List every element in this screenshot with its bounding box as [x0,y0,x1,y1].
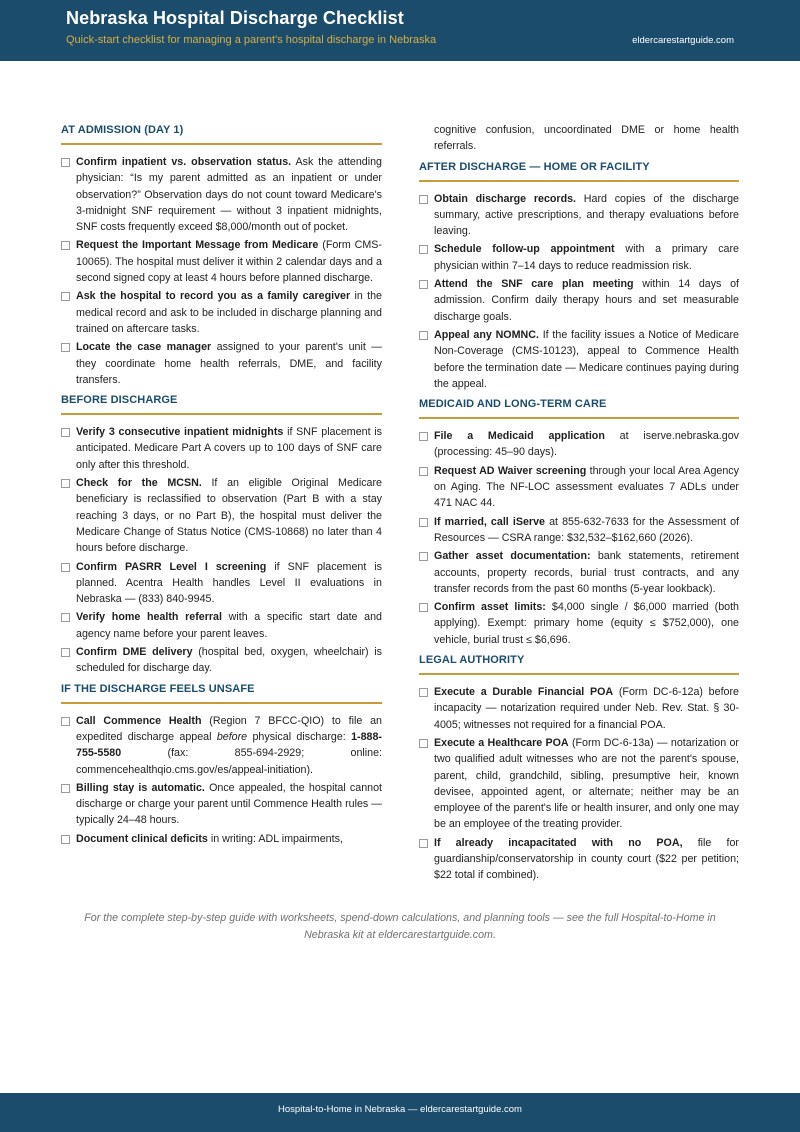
section-after-discharge [419,161,739,393]
page-subtitle: Quick-start checklist for managing a parent's hospital discharge in Nebraska [66,34,437,46]
checklist-item [419,548,739,597]
section-medicaid [419,398,739,648]
checkbox[interactable] [61,613,70,622]
page-footer: Hospital-to-Home in Nebraska — eldercarestartguide.com [0,1093,800,1132]
right-column [419,122,739,890]
section-title: LEGAL AUTHORITY [419,654,739,675]
item-text: (Form DC-6-13a) — notarization or two qualified adult witnesses who are not the parent's spouse, parent, child, grandchild, sibling, presumptive heir, known devisee, appointed agent, or alternate; neither may be an employee of the parent's life or health insurer, and only one may be an employee of the treating provider. [434,736,739,831]
section-discharge-unsafe [61,683,382,847]
checkbox[interactable] [61,784,70,793]
checkbox[interactable] [419,603,428,612]
checklist-item [419,599,739,648]
section-before-discharge [61,394,382,676]
item-text: If an eligible Original Medicare beneficiary is reclassified to observation (Part B with a stay reaching 3 days, or no Part B), the hospital must deliver the Medicare Change of Status Notice (CMS-10868) no later than 4 hours before discharge. [76,477,383,555]
checkbox[interactable] [419,331,428,340]
item-heading: Check for the MCSN. [76,477,202,490]
item-heading: Ask the hospital to record you as a family caregiver [76,290,351,303]
checkbox[interactable] [419,432,428,441]
item-heading: If already incapacitated with no POA, [434,836,683,849]
item-heading: Call Commence Health [76,714,202,727]
item-continuation: cognitive confusion, uncoordinated DME or home health referrals. [434,124,739,153]
item-heading: Document clinical deficits [76,832,208,845]
item-text: assigned to your parent's unit — they coordinate home health referrals, DME, and facility transfers. [76,341,382,386]
item-heading: Attend the SNF care plan meeting [434,278,634,291]
checklist-item [61,644,382,677]
item-text: through your local Area Agency on Aging. The NF-LOC assessment evaluates 7 ADLs under 471 NAC 44. [434,464,739,510]
section-title: MEDICAID AND LONG-TERM CARE [419,398,739,419]
item-text: (fax: 855-694-2929; online: commencehealthqio.cms.gov/es/appeal-initiation). [76,747,382,776]
item-text: physical discharge: [247,730,352,743]
checklist-item [61,831,382,847]
checkbox[interactable] [419,688,428,697]
checklist-item [419,327,739,392]
checkbox[interactable] [419,839,428,848]
checkbox[interactable] [61,343,70,352]
item-text: at iserve.nebraska.gov (processing: 45–90 days). [434,430,740,459]
item-heading: Appeal any NOMNC. [434,328,539,341]
item-heading: File a Medicaid application [434,430,605,443]
checkbox[interactable] [61,241,70,250]
item-heading: Verify 3 consecutive inpatient midnights [76,426,284,439]
page-header [0,0,800,61]
checkbox[interactable] [61,428,70,437]
item-text: (Form DC-6-12a) before incapacity — notarization required under Neb. Rev. Stat. § 30-4005; witnesses not required for a financial POA. [434,686,739,731]
item-heading: Confirm PASRR Level I screening [76,560,267,573]
checkbox[interactable] [61,717,70,726]
checklist-item [61,339,382,388]
section-title: IF THE DISCHARGE FEELS UNSAFE [61,683,382,704]
item-heading: Confirm inpatient vs. observation status. [76,156,292,168]
checkbox[interactable] [419,518,428,527]
item-text: Ask the attending physician: “Is my parent admitted as an inpatient or under observation?” Observation days do not count toward Medicare's 3-midnight SNF requirement — without 3 inpatient midnights, SNF costs frequently exceed $8,000/month out of pocket. [76,156,382,234]
item-text: (Form CMS-10065). The hospital must deliver it within 2 calendar days and a second signed copy at least 4 hours before planned discharge. [76,239,382,285]
item-text: if SNF placement is planned. Acentra Health handles Level II evaluations in Nebraska — (833) 840-9945. [76,560,382,606]
item-text: within 14 days of admission. Confirm daily therapy hours and set measurable discharge goals. [434,278,739,323]
item-text: If the facility issues a Notice of Medicare Non-Coverage (CMS-10123), appeal to Commence Health before the termination date — Medicare continues paying during the appeal. [434,328,739,390]
page-title: Nebraska Hospital Discharge Checklist [66,8,404,28]
checkbox[interactable] [419,245,428,254]
checklist-item [61,780,382,829]
item-heading: Billing stay is automatic. [76,781,205,794]
checklist-item [419,684,739,733]
item-text: Once appealed, the hospital cannot discharge or charge your parent until Commence Health rules — typically 24–48 hours. [76,781,382,827]
checklist-item [419,191,739,240]
checklist-item [61,713,382,778]
item-emphasis: before [216,730,248,743]
checklist-item [61,609,382,642]
item-heading: Execute a Durable Financial POA [434,686,614,699]
checklist-item [419,428,739,461]
phone-number: 1-888-755-5580 [76,730,382,760]
checkbox[interactable] [61,479,70,488]
header-site-link[interactable]: eldercarestartguide.com [632,35,734,46]
item-heading: Confirm asset limits: [434,601,546,614]
section-title: AFTER DISCHARGE — HOME OR FACILITY [419,161,739,182]
item-text: if SNF placement is anticipated. Medicare Part A covers up to 100 days of SNF care only after this threshold. [76,426,382,471]
item-heading: Confirm DME delivery [76,646,193,659]
checklist-item [419,276,739,325]
item-text: $4,000 single / $6,000 married (both applying). Exempt: primary home (equity ≤ $752,000), one vehicle, burial trust ≤ $6,696. [434,601,739,646]
item-heading: Request AD Waiver screening [434,464,587,477]
section-at-admission [61,124,382,388]
section-title: BEFORE DISCHARGE [61,394,382,415]
checklist-item [61,424,382,473]
checkbox[interactable] [61,563,70,572]
checkbox[interactable] [419,280,428,289]
item-text: bank statements, retirement accounts, property records, burial trust contracts, and any transfer records from the past 60 months (5-year lookback). [434,550,739,595]
item-heading: Gather asset documentation: [434,550,591,563]
item-text: in writing: ADL impairments, [207,832,343,845]
checkbox[interactable] [419,467,428,476]
item-text: file for guardianship/conservatorship in county court ($22 per petition; $22 total if combined). [434,836,739,882]
checklist-item [61,559,382,608]
item-heading: Verify home health referral [76,611,222,624]
checkbox[interactable] [61,158,70,167]
checkbox[interactable] [61,648,70,657]
checklist-item [419,735,739,833]
section-title: AT ADMISSION (DAY 1) [61,124,382,145]
checklist-item [419,835,739,884]
checklist-item [61,237,382,286]
left-column [61,122,382,853]
checklist-item [61,288,382,337]
checklist-item [419,241,739,274]
checkbox[interactable] [419,552,428,561]
footnote: For the complete step-by-step guide with worksheets, spend-down calculations, and planning tools — see the full Hospital-to-Home in Nebraska kit at eldercarestartguide.com. [84,912,716,941]
item-text: (Region 7 BFCC-QIO) to file an expedited discharge appeal [76,714,382,743]
item-heading: Locate the case manager [76,341,212,354]
item-text: with a specific start date and agency name before your parent leaves. [76,611,382,640]
checklist-item [419,514,739,547]
checklist-item [61,475,382,556]
checkbox[interactable] [419,195,428,204]
item-heading: Execute a Healthcare POA [434,736,569,749]
item-text: with a primary care physician within 7–14 days to reduce readmission risk. [434,243,739,272]
checkbox[interactable] [61,292,70,301]
checklist-item [61,154,382,235]
item-heading: Schedule follow-up appointment [434,243,615,256]
item-text: in the medical record and ask to be included in discharge planning and trained on aftercare tasks. [76,290,382,335]
item-text: (hospital bed, oxygen, wheelchair) is scheduled for discharge day. [76,646,382,675]
item-text: at 855-632-7633 for the Assessment of Resources — CSRA range: $32,532–$162,660 (2026). [434,515,739,544]
checklist-item [419,463,739,512]
item-heading: Request the Important Message from Medicare [76,239,319,252]
section-legal-authority [419,654,739,884]
item-heading: If married, call iServe [434,515,545,528]
checkbox[interactable] [61,835,70,844]
checkbox[interactable] [419,739,428,748]
item-text: Hard copies of the discharge summary, active prescriptions, and therapy evaluations before leaving. [434,192,739,238]
item-heading: Obtain discharge records. [434,192,577,205]
